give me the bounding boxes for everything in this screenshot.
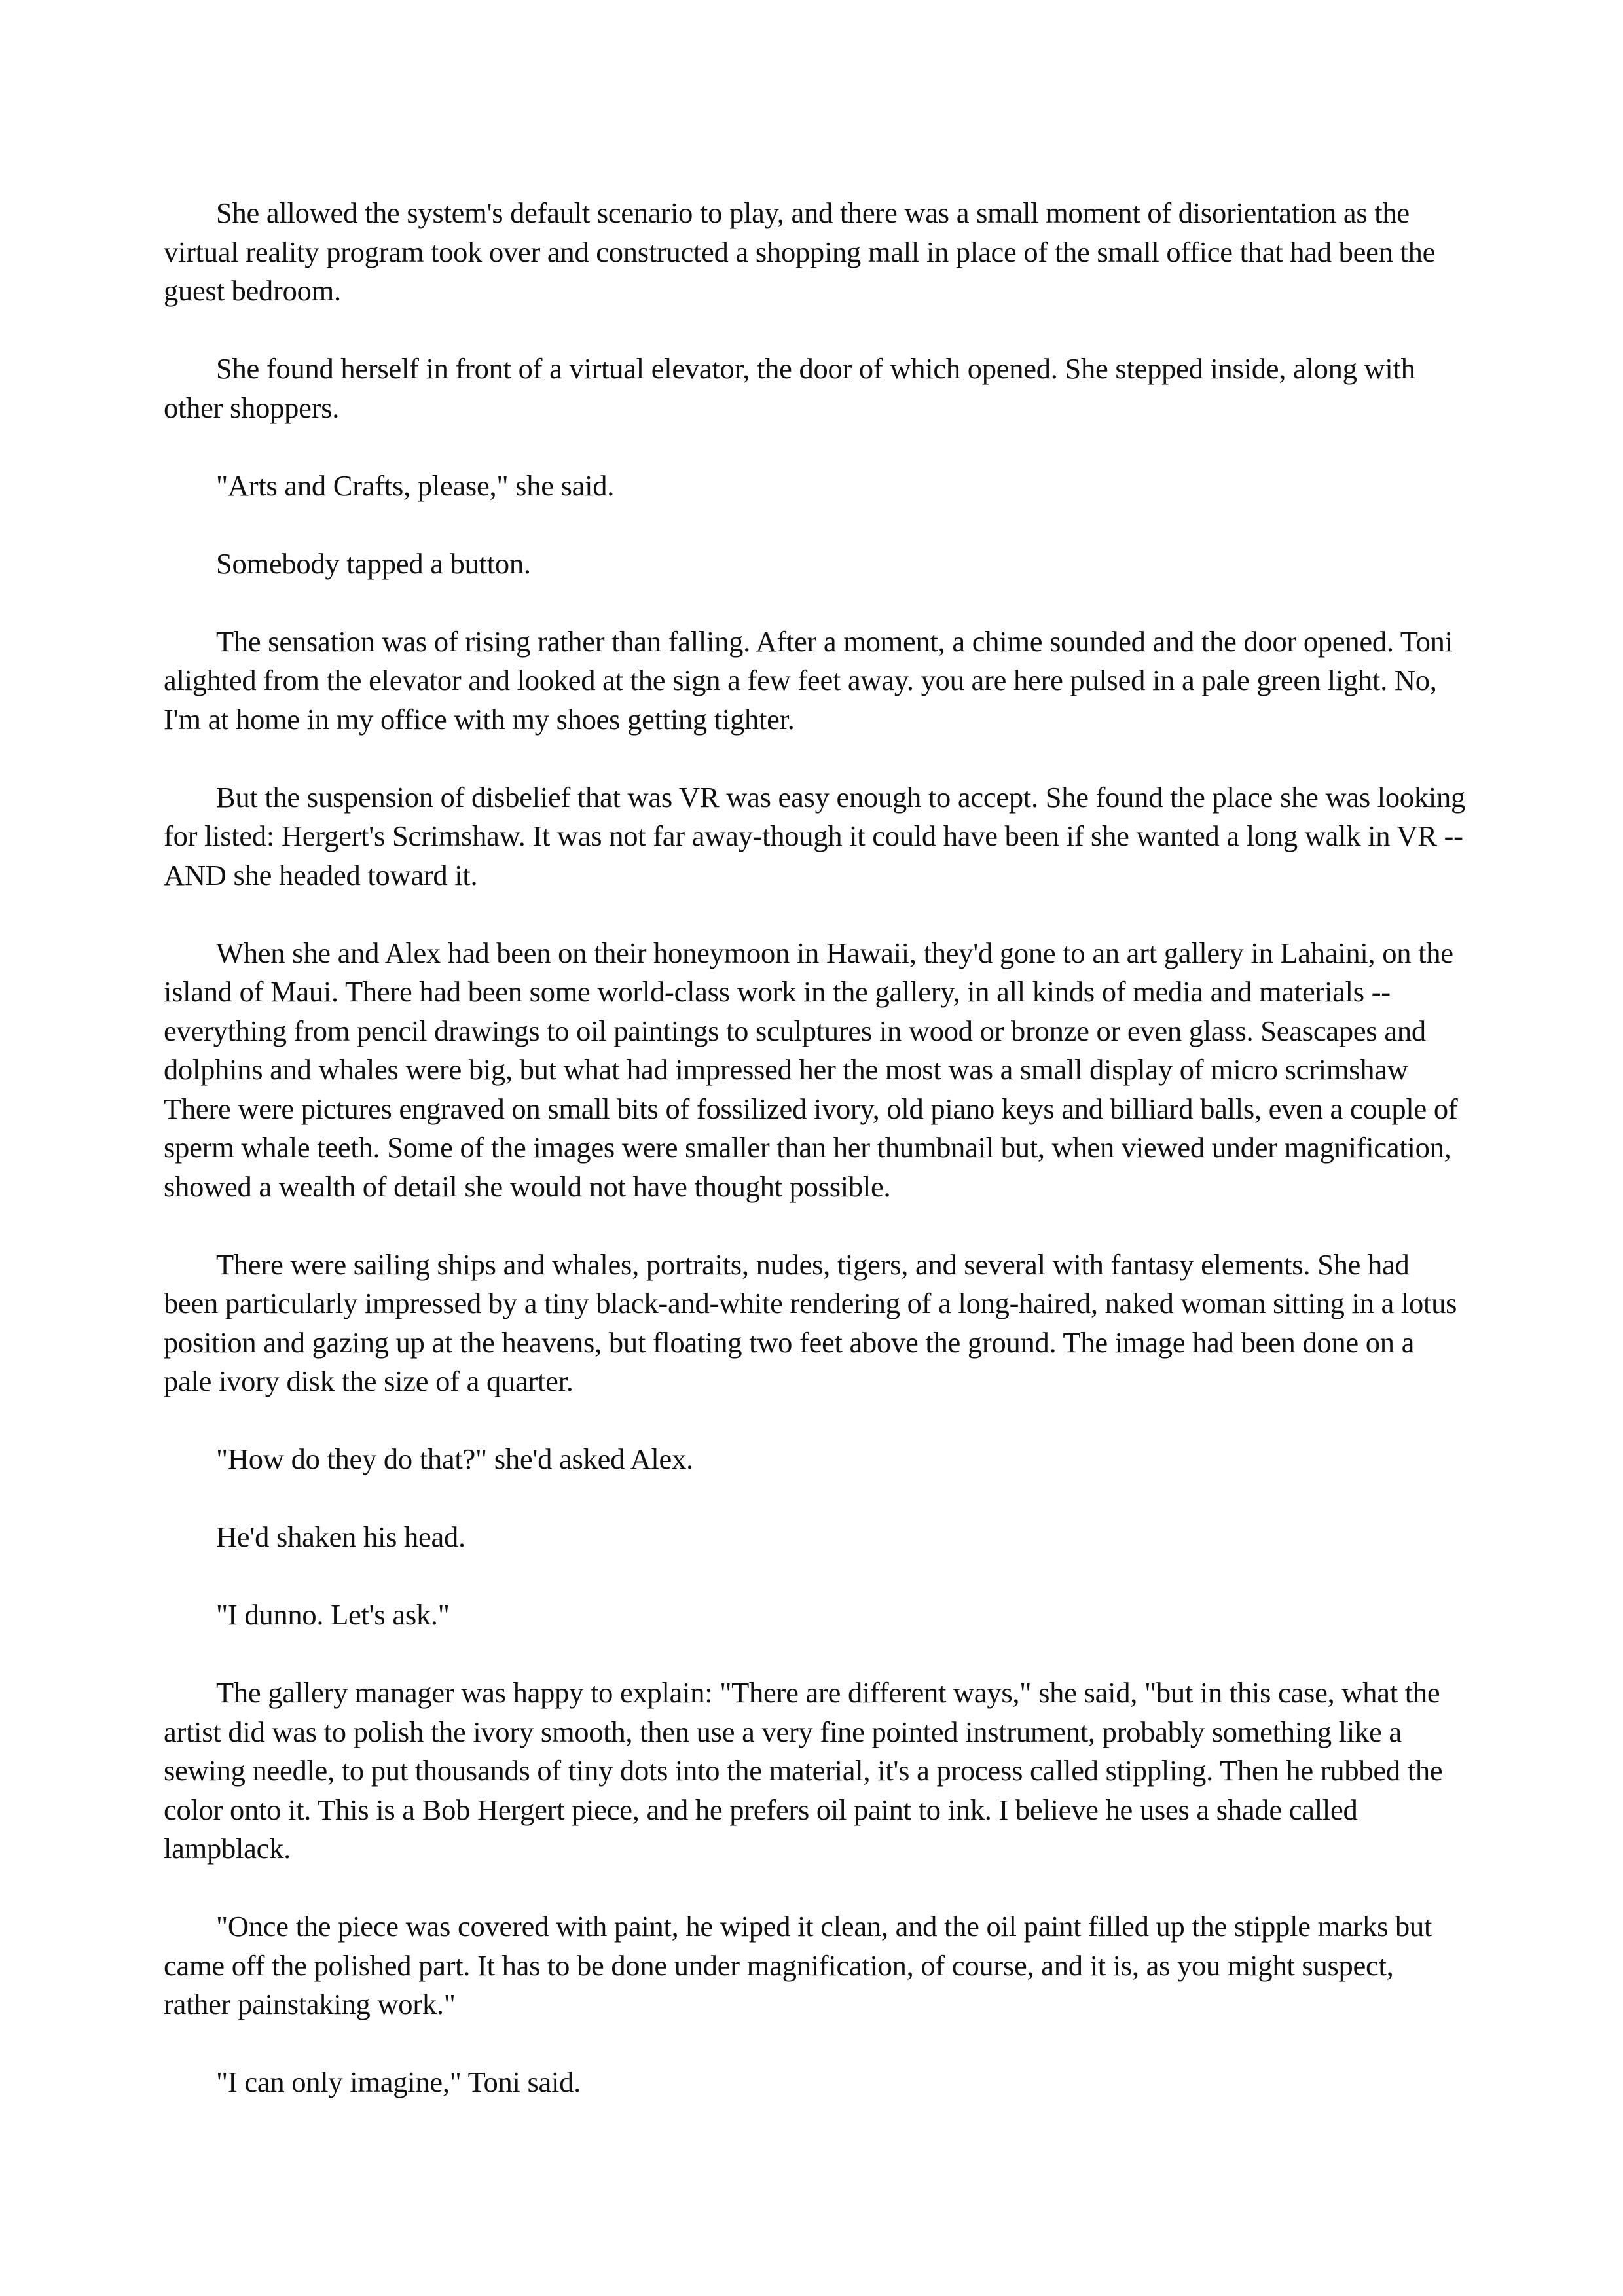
paragraph-10: He'd shaken his head. — [216, 1520, 465, 1553]
body-text — [164, 194, 1467, 2141]
paragraph-11: "I dunno. Let's ask." — [216, 1598, 450, 1631]
paragraph-5: The sensation was of rising rather than falling. After a moment, a chime sounded and the door opened. Toni alighted from the elevator and looked at the sign a few feet away. you are here pulsed in a pale green light. No, I'm at home in my office with my shoes getting tighter. — [164, 624, 1453, 736]
paragraph-14: "I can only imagine," Toni said. — [216, 2066, 581, 2098]
paragraph-8: There were sailing ships and whales, portraits, nudes, tigers, and several with fantasy elements. She had been particularly impressed by a tiny black-and-white rendering of a long-haired, naked woman sitting in a lotus position and gazing up at the heavens, but floating two feet above the ground. The image had been done on a pale ivory disk the size of a quarter. — [164, 1247, 1457, 1397]
paragraph-1: She allowed the system's default scenario to play, and there was a small moment of disorientation as the virtual reality program took over and constructed a shopping mall in place of the small office that had been the guest bedroom. — [164, 196, 1436, 307]
paragraph-12: The gallery manager was happy to explain: "There are different ways," she said, "but in this case, what the artist did was to polish the ivory smooth, then use a very fine pointed instrument, probably something like a sewing needle, to put thousands of tiny dots into the material, it's a process called stippling. Then he rubbed the color onto it. This is a Bob Hergert piece, and he prefers oil paint to ink. I believe he uses a shade called lampblack. — [164, 1676, 1443, 1865]
paragraph-7: When she and Alex had been on their honeymoon in Hawaii, they'd gone to an art gallery in Lahaini, on the island of Maui. There had been some world-class work in the gallery, in all kinds of media and materials -- everything from pencil drawings to oil paintings to sculptures in wood or bronze or even glass. Seascapes and dolphins and whales were big, but what had impressed her the most was a small display of micro scrimshaw There were pictures engraved on small bits of fossilized ivory, old piano keys and billiard balls, even a couple of sperm whale teeth. Some of the images were smaller than her thumbnail but, when viewed under magnification, showed a wealth of detail she would not have thought possible. — [164, 936, 1458, 1203]
paragraph-4: Somebody tapped a button. — [216, 547, 531, 580]
paragraph-13: "Once the piece was covered with paint, he wiped it clean, and the oil paint filled up the stipple marks but came off the polished part. It has to be done under magnification, of course, and it is, as you might suspect, rather painstaking work." — [164, 1910, 1432, 2020]
paragraph-3: "Arts and Crafts, please," she said. — [216, 469, 615, 502]
paragraph-9: "How do they do that?" she'd asked Alex. — [216, 1443, 693, 1475]
paragraph-6: But the suspension of disbelief that was VR was easy enough to accept. She found the place she was looking for listed: Hergert's Scrimshaw. It was not far away-though it could have been if she wanted a long walk in VR -- AND she headed toward it. — [164, 780, 1466, 891]
paragraph-2: She found herself in front of a virtual elevator, the door of which opened. She stepped inside, along with other shoppers. — [164, 352, 1415, 424]
